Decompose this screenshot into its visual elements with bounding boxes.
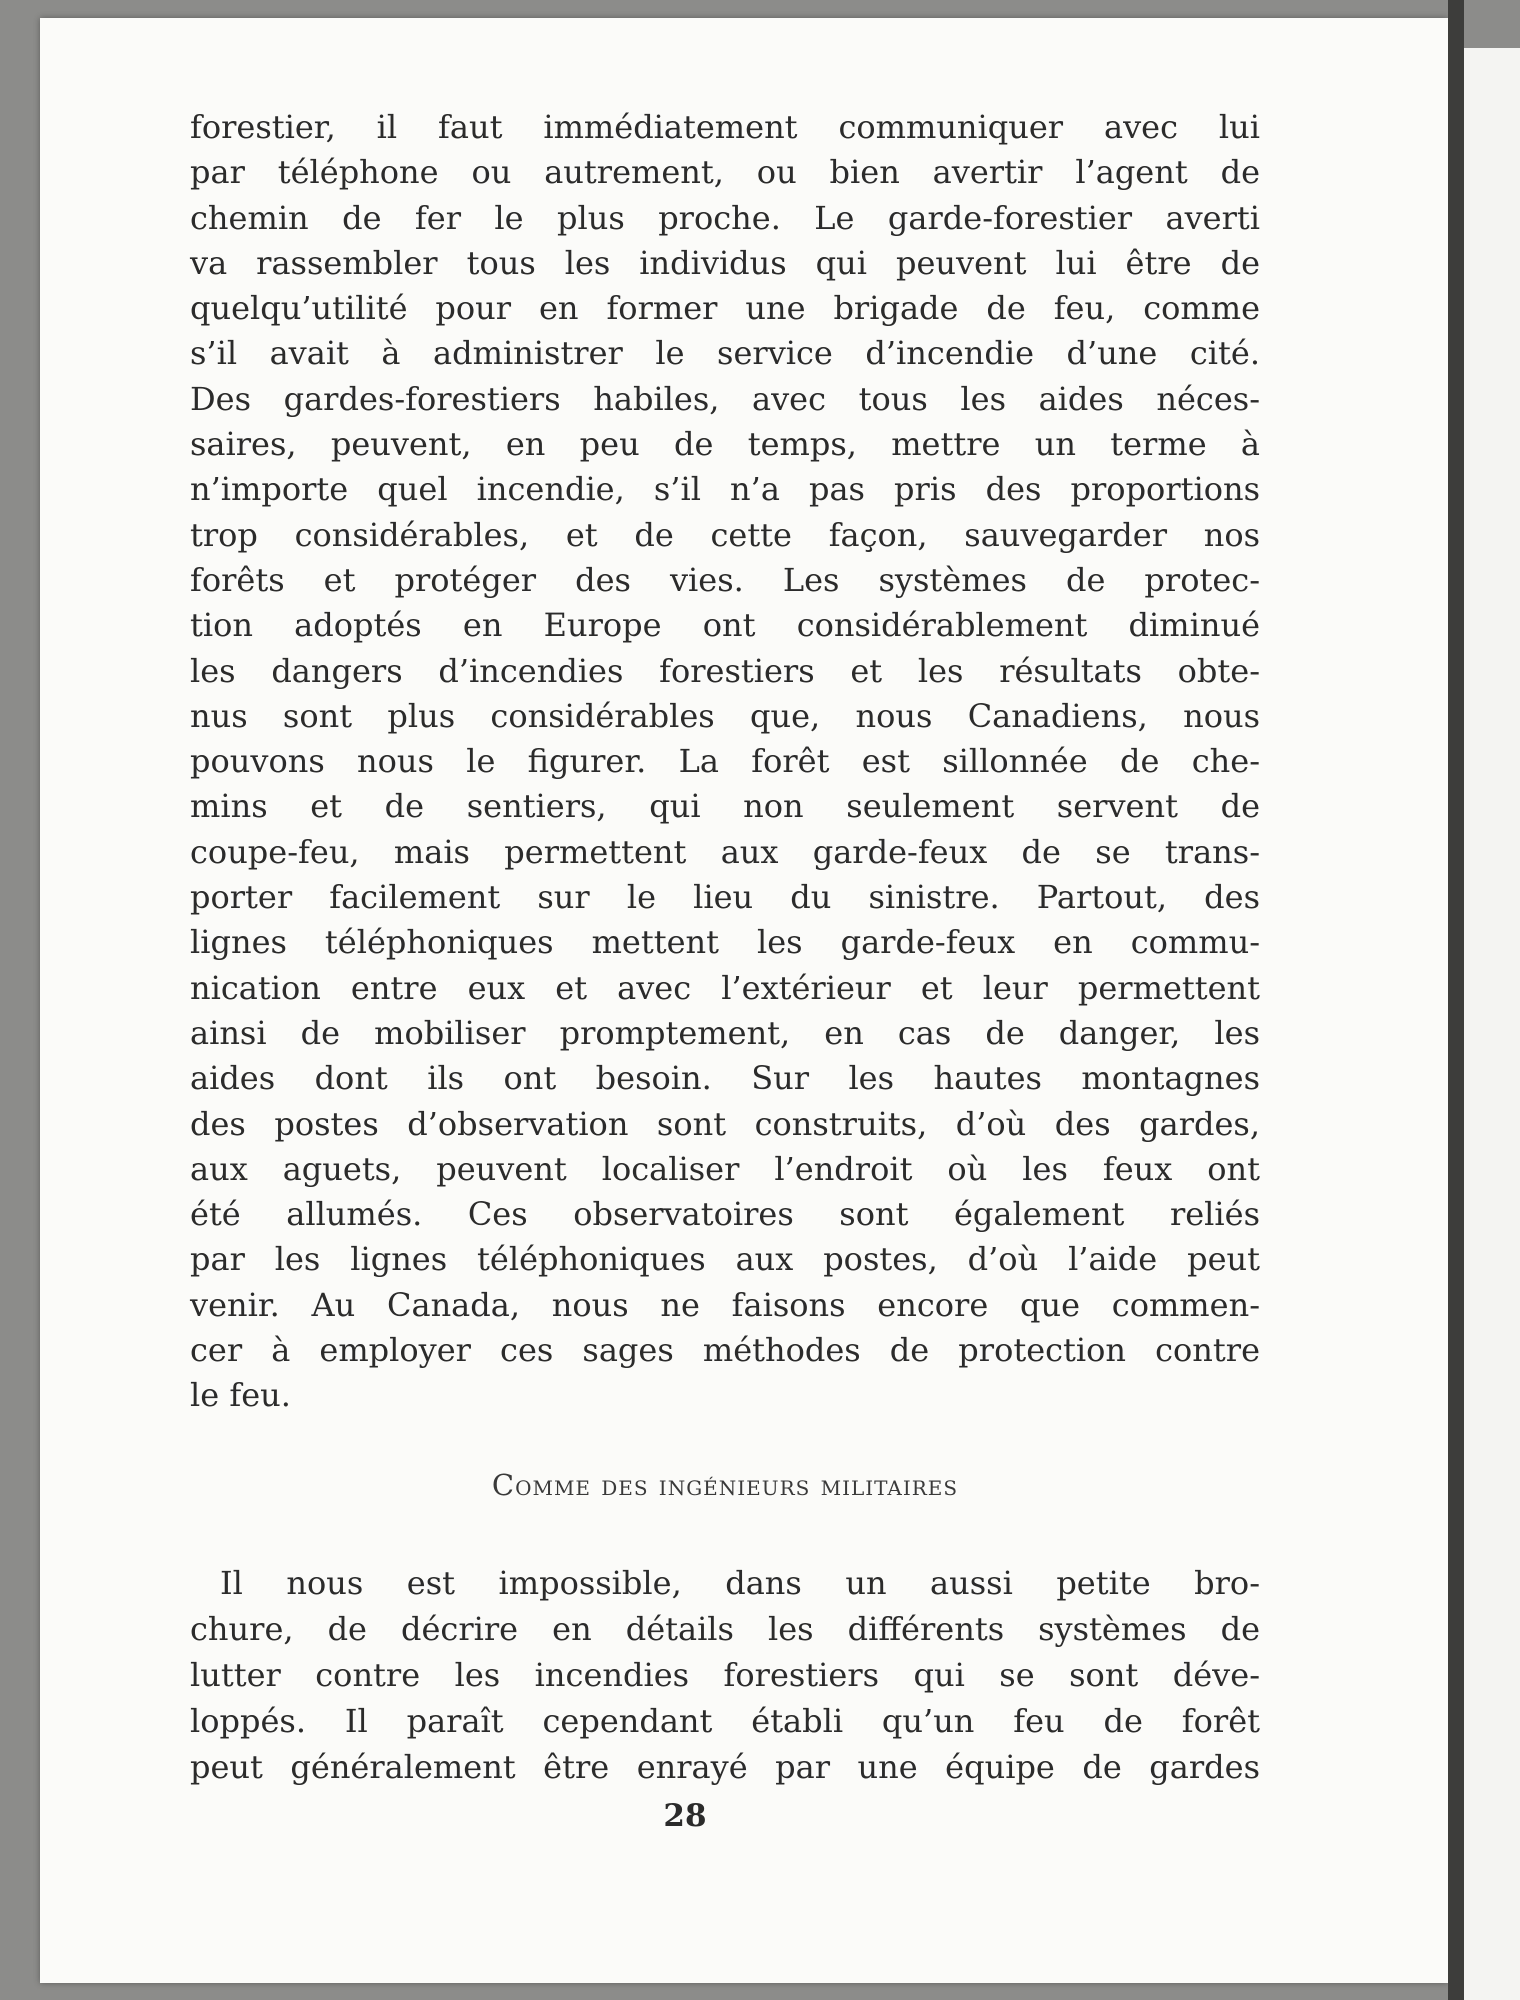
text-line: loppés. Il paraît cependant établi qu’un feu de forêt bbox=[190, 1702, 1260, 1740]
text-line: le feu. bbox=[190, 1376, 291, 1415]
text-line: n’importe quel incendie, s’il n’a pas pris des proportions bbox=[190, 470, 1260, 509]
text-line: va rassembler tous les individus qui peuvent lui être de bbox=[190, 243, 1260, 282]
text-line: trop considérables, et de cette façon, sauvegarder nos bbox=[190, 515, 1260, 554]
text-line: nication entre eux et avec l’extérieur et leur permettent bbox=[190, 968, 1260, 1007]
text-line: Des gardes-forestiers habiles, avec tous les aides néces- bbox=[190, 379, 1260, 418]
text-line: par les lignes téléphoniques aux postes, d’où l’aide peut bbox=[190, 1240, 1260, 1279]
text-line: tion adoptés en Europe ont considérablement diminué bbox=[190, 606, 1260, 645]
text-line: coupe-feu, mais permettent aux garde-feux de se trans- bbox=[190, 832, 1260, 871]
text-line: s’il avait à administrer le service d’incendie d’une cité. bbox=[190, 334, 1260, 373]
text-line: les dangers d’incendies forestiers et les résultats obte- bbox=[190, 651, 1260, 690]
page-gutter bbox=[1448, 0, 1464, 2000]
text-line: par téléphone ou autrement, ou bien avertir l’agent de bbox=[190, 153, 1260, 192]
text-line: pouvons nous le figurer. La forêt est sillonnée de che- bbox=[190, 742, 1260, 781]
text-line: ainsi de mobiliser promptement, en cas de danger, les bbox=[190, 1013, 1260, 1052]
text-line: cer à employer ces sages méthodes de protection contre bbox=[190, 1331, 1260, 1370]
text-line: forêts et protéger des vies. Les systèmes de protec- bbox=[190, 560, 1260, 599]
text-line: venir. Au Canada, nous ne faisons encore que commen- bbox=[190, 1285, 1260, 1324]
page-number: 28 bbox=[663, 1798, 707, 1834]
text-line: peut généralement être enrayé par une équipe de gardes bbox=[190, 1748, 1260, 1786]
paragraph-1 bbox=[190, 105, 1260, 1419]
text-line: quelqu’utilité pour en former une brigade de feu, comme bbox=[190, 289, 1260, 328]
text-line: des postes d’observation sont construits, d’où des gardes, bbox=[190, 1104, 1260, 1143]
text-line: Il nous est impossible, dans un aussi petite bro- bbox=[220, 1564, 1260, 1602]
text-line: chure, de décrire en détails les différents systèmes de bbox=[190, 1610, 1260, 1648]
text-line: aux aguets, peuvent localiser l’endroit où les feux ont bbox=[190, 1149, 1260, 1188]
text-line: nus sont plus considérables que, nous Canadiens, nous bbox=[190, 696, 1260, 735]
text-line: lutter contre les incendies forestiers qui se sont déve- bbox=[190, 1656, 1260, 1694]
section-heading: Comme des ingénieurs militaires bbox=[491, 1468, 959, 1502]
paragraph-2 bbox=[190, 1560, 1260, 1790]
text-line: lignes téléphoniques mettent les garde-feux en commu- bbox=[190, 923, 1260, 962]
text-line: chemin de fer le plus proche. Le garde-forestier averti bbox=[190, 198, 1260, 237]
facing-page-edge bbox=[1464, 48, 1520, 2000]
text-line: mins et de sentiers, qui non seulement servent de bbox=[190, 787, 1260, 826]
text-line: saires, peuvent, en peu de temps, mettre un terme à bbox=[190, 425, 1260, 464]
text-line: aides dont ils ont besoin. Sur les hautes montagnes bbox=[190, 1059, 1260, 1098]
text-line: forestier, il faut immédiatement communiquer avec lui bbox=[190, 108, 1260, 146]
text-line: porter facilement sur le lieu du sinistre. Partout, des bbox=[190, 878, 1260, 917]
text-line: été allumés. Ces observatoires sont également reliés bbox=[190, 1195, 1260, 1234]
